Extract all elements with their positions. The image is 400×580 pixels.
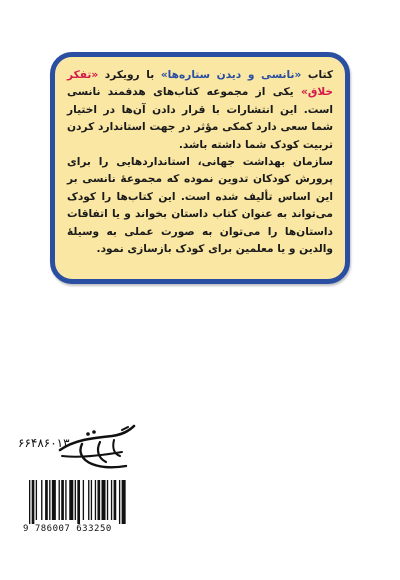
series-title: «نانسی و دیدن ستاره‌ها» xyxy=(160,69,302,81)
barcode-bar xyxy=(111,480,112,520)
blurb-paragraph-2: سازمان بهداشت جهانی، استانداردهایی را برای پرورش کودکان تدوین نموده که مجموعهٔ نانسی بر این اساس تألیف شده است. این کتاب‌ها را کودک می‌تواند به عنوان کتاب داستان بخواند و یا اتفاقات داستان‌ها را می‌توان به صورت عملی به وسیلهٔ والدین و یا معلمین برای کودک بازسازی نمود. xyxy=(67,156,333,256)
barcode-bar xyxy=(29,480,30,524)
barcode-bar xyxy=(122,480,126,524)
barcode-bar xyxy=(83,480,84,520)
publisher-block xyxy=(18,422,158,472)
barcode-bar xyxy=(41,480,42,520)
barcode-bars xyxy=(29,480,127,524)
barcode-bar xyxy=(45,480,48,520)
barcode-bar xyxy=(75,480,76,520)
barcode-bar xyxy=(49,480,50,520)
publisher-phone-number: ۶۶۴۸۶۰۱۳ xyxy=(18,436,70,450)
blurb-paragraph-1-rest: یکی از مجموعه کتاب‌های هدفمند نانسی است. این انتشارات با قرار دادن آن‌ها در اختیار شما سعی دارد کمکی مؤثر در جهت استاندارد کردن تربیت کودک شما داشته باشد. xyxy=(67,86,333,151)
isbn-barcode xyxy=(23,478,131,540)
back-cover-blurb-box xyxy=(50,52,350,284)
barcode-bar xyxy=(32,480,35,524)
barcode-bar xyxy=(52,480,56,520)
barcode-bar xyxy=(114,480,117,520)
barcode-bar xyxy=(95,480,96,520)
barcode-bar xyxy=(119,480,120,524)
barcode-bar xyxy=(65,480,66,520)
barcode-bar xyxy=(59,480,60,520)
approach-title: «تفکر خلاق» xyxy=(67,69,333,99)
barcode-digits: 9 786007 633250 xyxy=(23,524,112,534)
barcode-bar xyxy=(77,480,80,524)
blurb-intro-text: کتاب xyxy=(301,69,334,81)
barcode-bar xyxy=(101,480,105,520)
blurb-paragraph-1 xyxy=(67,67,333,154)
barcode-bar xyxy=(61,480,64,520)
barcode-bar xyxy=(97,480,100,520)
blurb-connector-text: با رویکرد xyxy=(98,69,161,81)
barcode-bar xyxy=(88,480,89,520)
barcode-bar xyxy=(91,480,92,520)
barcode-bar xyxy=(107,480,108,520)
barcode-bar xyxy=(69,480,73,520)
barcode-bar xyxy=(36,480,37,520)
